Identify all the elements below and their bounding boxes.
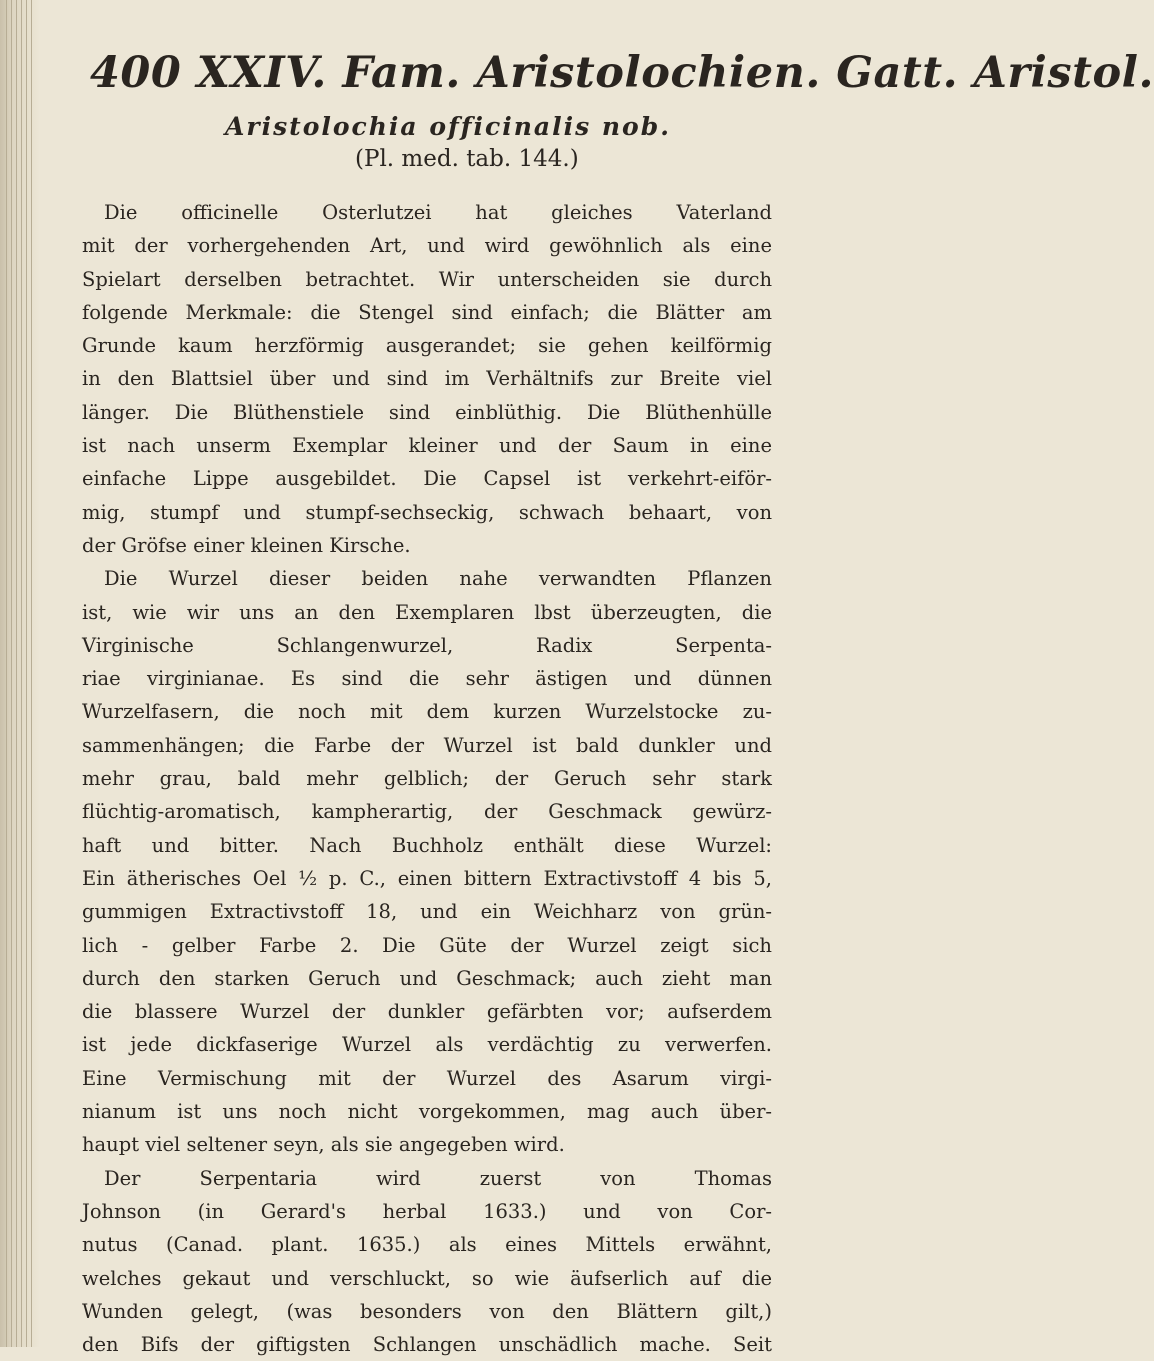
text-line: haupt viel seltener seyn, als sie angegeben wird. <box>82 1133 565 1157</box>
plate-reference: (Pl. med. tab. 144.) <box>355 146 579 172</box>
text-line: Wunden gelegt, (was besonders von den Blättern gilt,) <box>82 1299 772 1323</box>
text-line: nutus (Canad. plant. 1635.) als eines Mittels erwähnt, <box>82 1233 772 1257</box>
text-line: sammenhängen; die Farbe der Wurzel ist bald dunkler und <box>82 733 772 757</box>
text-line: Die officinelle Osterlutzei hat gleiches Vaterland <box>104 201 772 224</box>
text-line: der Gröfse einer kleinen Kirsche. <box>82 533 411 557</box>
text-line: mit der vorhergehenden Art, und wird gewöhnlich als eine <box>82 234 772 258</box>
text-line: ist jede dickfaserige Wurzel als verdächtig zu verwerfen. <box>82 1033 772 1057</box>
text-line: Der Serpentaria wird zuerst von Thomas <box>104 1166 772 1190</box>
text-line: riae virginianae. Es sind die sehr ästigen und dünnen <box>82 667 772 691</box>
gutter-lines <box>4 0 34 1347</box>
text-line: ist, wie wir uns an den Exemplaren lbst überzeugten, die <box>82 600 772 624</box>
text-line: ist nach unserm Exemplar kleiner und der Saum in eine <box>82 434 772 458</box>
text-line: welches gekaut und verschluckt, so wie äufserlich auf die <box>82 1266 772 1290</box>
text-line: Johnson (in Gerard's herbal 1633.) und von Cor- <box>82 1199 772 1223</box>
text-line: in den Blattsiel über und sind im Verhältnifs zur Breite viel <box>82 367 772 391</box>
body-text <box>82 196 772 1361</box>
text-line: Eine Vermischung mit der Wurzel des Asarum virgi- <box>82 1066 772 1090</box>
text-line: einfache Lippe ausgebildet. Die Capsel ist verkehrt-eiför- <box>82 467 772 491</box>
text-line: Spielart derselben betrachtet. Wir unterscheiden sie durch <box>82 267 772 291</box>
text-line: den Bifs der giftigsten Schlangen unschädlich mache. Seit <box>82 1333 772 1357</box>
text-line: gummigen Extractivstoff 18, und ein Weichharz von grün- <box>82 900 772 924</box>
text-line: Die Wurzel dieser beiden nahe verwandten Pflanzen <box>104 567 772 591</box>
text-line: Ein ätherisches Oel ½ p. C., einen bittern Extractivstoff 4 bis 5, <box>82 866 772 890</box>
text-line: flüchtig-aromatisch, kampherartig, der Geschmack gewürz- <box>82 800 772 824</box>
text-line: mig, stumpf und stumpf-sechseckig, schwach behaart, von <box>82 500 772 524</box>
running-header: 400 XXIV. Fam. Aristolochien. Gatt. Aristol. <box>90 48 1154 98</box>
text-line: lich - gelber Farbe 2. Die Güte der Wurzel zeigt sich <box>82 933 772 957</box>
text-line: mehr grau, bald mehr gelblich; der Geruch sehr stark <box>82 767 772 791</box>
text-line: nianum ist uns noch nicht vorgekommen, mag auch über- <box>82 1100 772 1124</box>
text-line: Virginische Schlangenwurzel, Radix Serpenta- <box>82 633 772 657</box>
text-line: Wurzelfasern, die noch mit dem kurzen Wurzelstocke zu- <box>82 700 772 724</box>
text-line: Grunde kaum herzförmig ausgerandet; sie gehen keilförmig <box>82 334 772 358</box>
species-title: Aristolochia officinalis nob. <box>225 112 671 141</box>
text-line: länger. Die Blüthenstiele sind einblüthig. Die Blüthenhülle <box>82 400 772 424</box>
text-line: die blassere Wurzel der dunkler gefärbten vor; aufserdem <box>82 1000 772 1024</box>
text-line: folgende Merkmale: die Stengel sind einfach; die Blätter am <box>82 300 772 324</box>
text-line: haft und bitter. Nach Buchholz enthält diese Wurzel: <box>82 833 772 857</box>
text-line: durch den starken Geruch und Geschmack; auch zieht man <box>82 966 772 990</box>
